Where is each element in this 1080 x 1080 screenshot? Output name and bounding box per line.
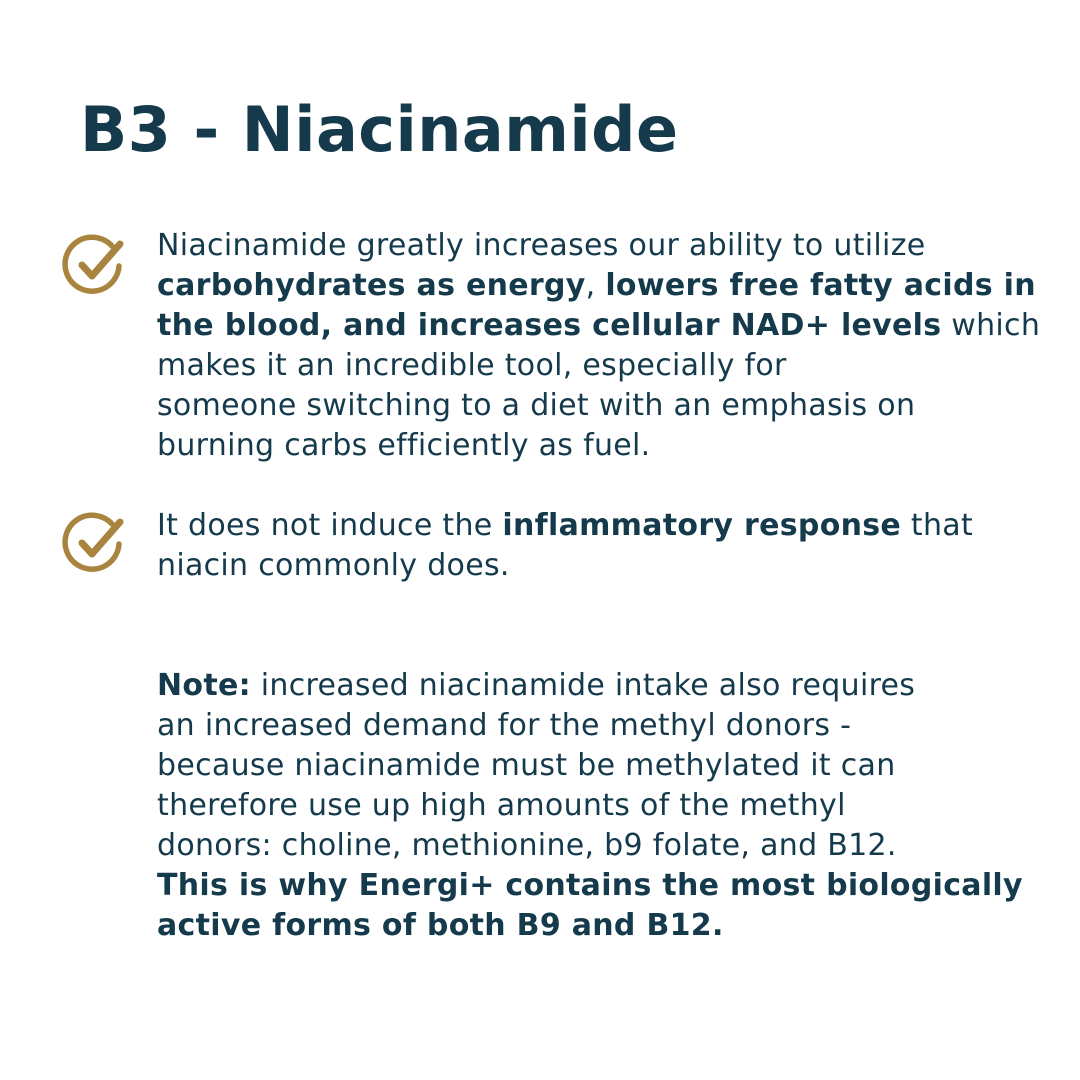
text-line: niacin commonly does. xyxy=(157,548,510,583)
text-line: someone switching to a diet with an emphasis on xyxy=(157,388,916,423)
page-title: B3 - Niacinamide xyxy=(80,93,679,166)
text-line: This is why Energi+ contains the most biologically xyxy=(157,868,1023,903)
text-line: the blood, and increases cellular NAD+ levels which xyxy=(157,308,1041,343)
benefit-text-2 xyxy=(157,506,1037,586)
note-text xyxy=(157,666,1037,946)
text-line: donors: choline, methionine, b9 folate, and B12. xyxy=(157,828,897,863)
text-line: Note: increased niacinamide intake also requires xyxy=(157,668,916,703)
text-line: burning carbs efficiently as fuel. xyxy=(157,428,651,463)
text-line: active forms of both B9 and B12. xyxy=(157,908,724,943)
benefit-text-1 xyxy=(157,226,1041,466)
text-line: It does not induce the inflammatory response that xyxy=(157,508,974,543)
text-line: carbohydrates as energy, lowers free fatty acids in xyxy=(157,268,1036,303)
text-line: makes it an incredible tool, especially for xyxy=(157,348,787,383)
text-line: Niacinamide greatly increases our ability to utilize xyxy=(157,228,926,263)
check-circle-icon xyxy=(62,232,126,296)
check-circle-icon xyxy=(62,510,126,574)
text-line: therefore use up high amounts of the methyl xyxy=(157,788,846,823)
text-line: because niacinamide must be methylated it can xyxy=(157,748,896,783)
text-line: an increased demand for the methyl donors - xyxy=(157,708,852,743)
